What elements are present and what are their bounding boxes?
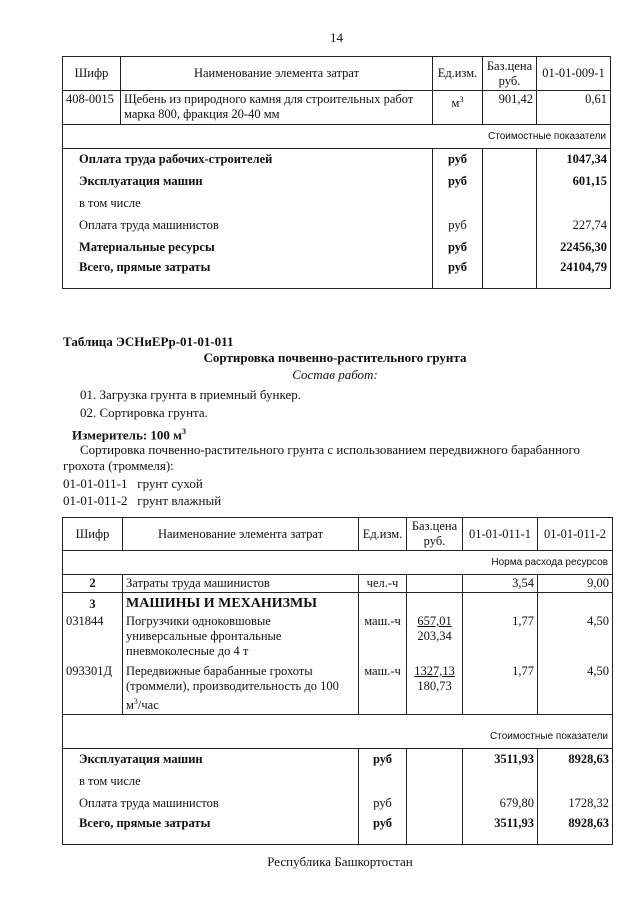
row-value: 0,61 [537,91,611,125]
row-code: 2 [63,575,123,593]
cost-unit: руб [433,149,483,171]
header-code: Шифр [63,518,123,551]
section-label: Стоимостные показатели [63,125,611,149]
cost-unit: руб [433,237,483,259]
table-title: Таблица ЭСНиЕРр-01-01-011 [63,334,234,349]
machines-title: МАШИНЫ И МЕХАНИЗМЫ [123,593,359,614]
cost-value-2: 8928,63 [538,815,613,845]
row-value-2: 4,50 [538,660,613,715]
row-name: Погрузчики одноковшовые универсальные фронтальные пневмоколесные до 4 т [123,613,359,660]
page-number: 14 [330,30,343,45]
cost-value-1: 679,80 [463,793,538,815]
section-heading: Сортировка почвенно-растительного грунта [203,350,467,365]
cost-unit: руб [359,815,407,845]
cost-name: Оплата труда машинистов [63,215,433,237]
cost-value-1: 3511,93 [463,749,538,771]
norm-label: Норма расхода ресурсов [63,551,613,575]
description-line-1: Сортировка почвенно-растительного грунта с использованием передвижного барабанного [80,442,580,457]
cost-unit: руб [433,215,483,237]
step-1: 01. Загрузка грунта в приемный бункер. [80,387,301,402]
table-row [63,613,613,660]
cost-value: 227,74 [537,215,611,237]
cost-name: Оплата труда рабочих-строителей [63,149,433,171]
footer-region: Республика Башкортостан [267,854,413,869]
cost-name: в том числе [63,771,359,793]
step-2: 02. Сортировка грунта. [80,405,208,420]
cost-unit: руб [433,259,483,289]
cost-unit: руб [359,749,407,771]
table-row [63,660,613,715]
row-code: 408-0015 [63,91,121,125]
header-name: Наименование элемента затрат [123,518,359,551]
row-price: 1327,13 180,73 [407,660,463,715]
cost-name: в том числе [63,193,433,215]
row-price: 657,01 203,34 [407,613,463,660]
section-label: Стоимостные показатели [63,715,613,749]
cost-name: Всего, прямые затраты [63,815,359,845]
variant-1: 01-01-011-1 грунт сухой [63,476,203,491]
cost-table-1 [62,56,611,289]
cost-value-2: 1728,32 [538,793,613,815]
row-code: 093301Д [63,660,123,715]
cost-value: 22456,30 [537,237,611,259]
cost-value-2: 8928,63 [538,749,613,771]
cost-name: Эксплуатация машин [63,749,359,771]
row-unit: маш.-ч [359,660,407,715]
cost-name: Всего, прямые затраты [63,259,433,289]
row-value-1: 1,77 [463,660,538,715]
cost-name: Материальные ресурсы [63,237,433,259]
description-line-2: грохота (троммеля): [63,458,174,473]
cost-table-2 [62,517,613,845]
row-name: Щебень из природного камня для строительных работ марка 800, фракция 20-40 мм [121,91,433,125]
row-name: Передвижные барабанные грохоты (троммели), производительность до 100 $м^3$/час [123,660,359,715]
header-code: Шифр [63,57,121,91]
header-col-1: 01-01-011-1 [463,518,538,551]
cost-name: Эксплуатация машин [63,171,433,193]
row-value-2: 4,50 [538,613,613,660]
row-value-2: 9,00 [538,575,613,593]
row-name: Затраты труда машинистов [123,575,359,593]
cost-value: 24104,79 [537,259,611,289]
cost-value: 601,15 [537,171,611,193]
table-row [63,91,611,125]
row-price: 901,42 [483,91,537,125]
header-unit: Ед.изм. [433,57,483,91]
cost-value: 1047,34 [537,149,611,171]
machines-code: 3 [63,593,123,614]
header-col: 01-01-009-1 [537,57,611,91]
row-unit: маш.-ч [359,613,407,660]
variant-2: 01-01-011-2 грунт влажный [63,493,222,508]
header-name: Наименование элемента затрат [121,57,433,91]
table-row [63,575,613,593]
cost-value-1: 3511,93 [463,815,538,845]
header-col-2: 01-01-011-2 [538,518,613,551]
row-code: 031844 [63,613,123,660]
row-value-1: 1,77 [463,613,538,660]
row-unit: $м^3$ [433,91,483,125]
meter-label: Измеритель: 100 $м^3$ [72,427,187,443]
composition-label: Состав работ: [292,367,378,382]
row-value-1: 3,54 [463,575,538,593]
row-unit: чел.-ч [359,575,407,593]
cost-unit: руб [433,171,483,193]
header-price: Баз.цена руб. [407,518,463,551]
cost-unit: руб [359,793,407,815]
cost-name: Оплата труда машинистов [63,793,359,815]
header-price: Баз.цена руб. [483,57,537,91]
header-unit: Ед.изм. [359,518,407,551]
